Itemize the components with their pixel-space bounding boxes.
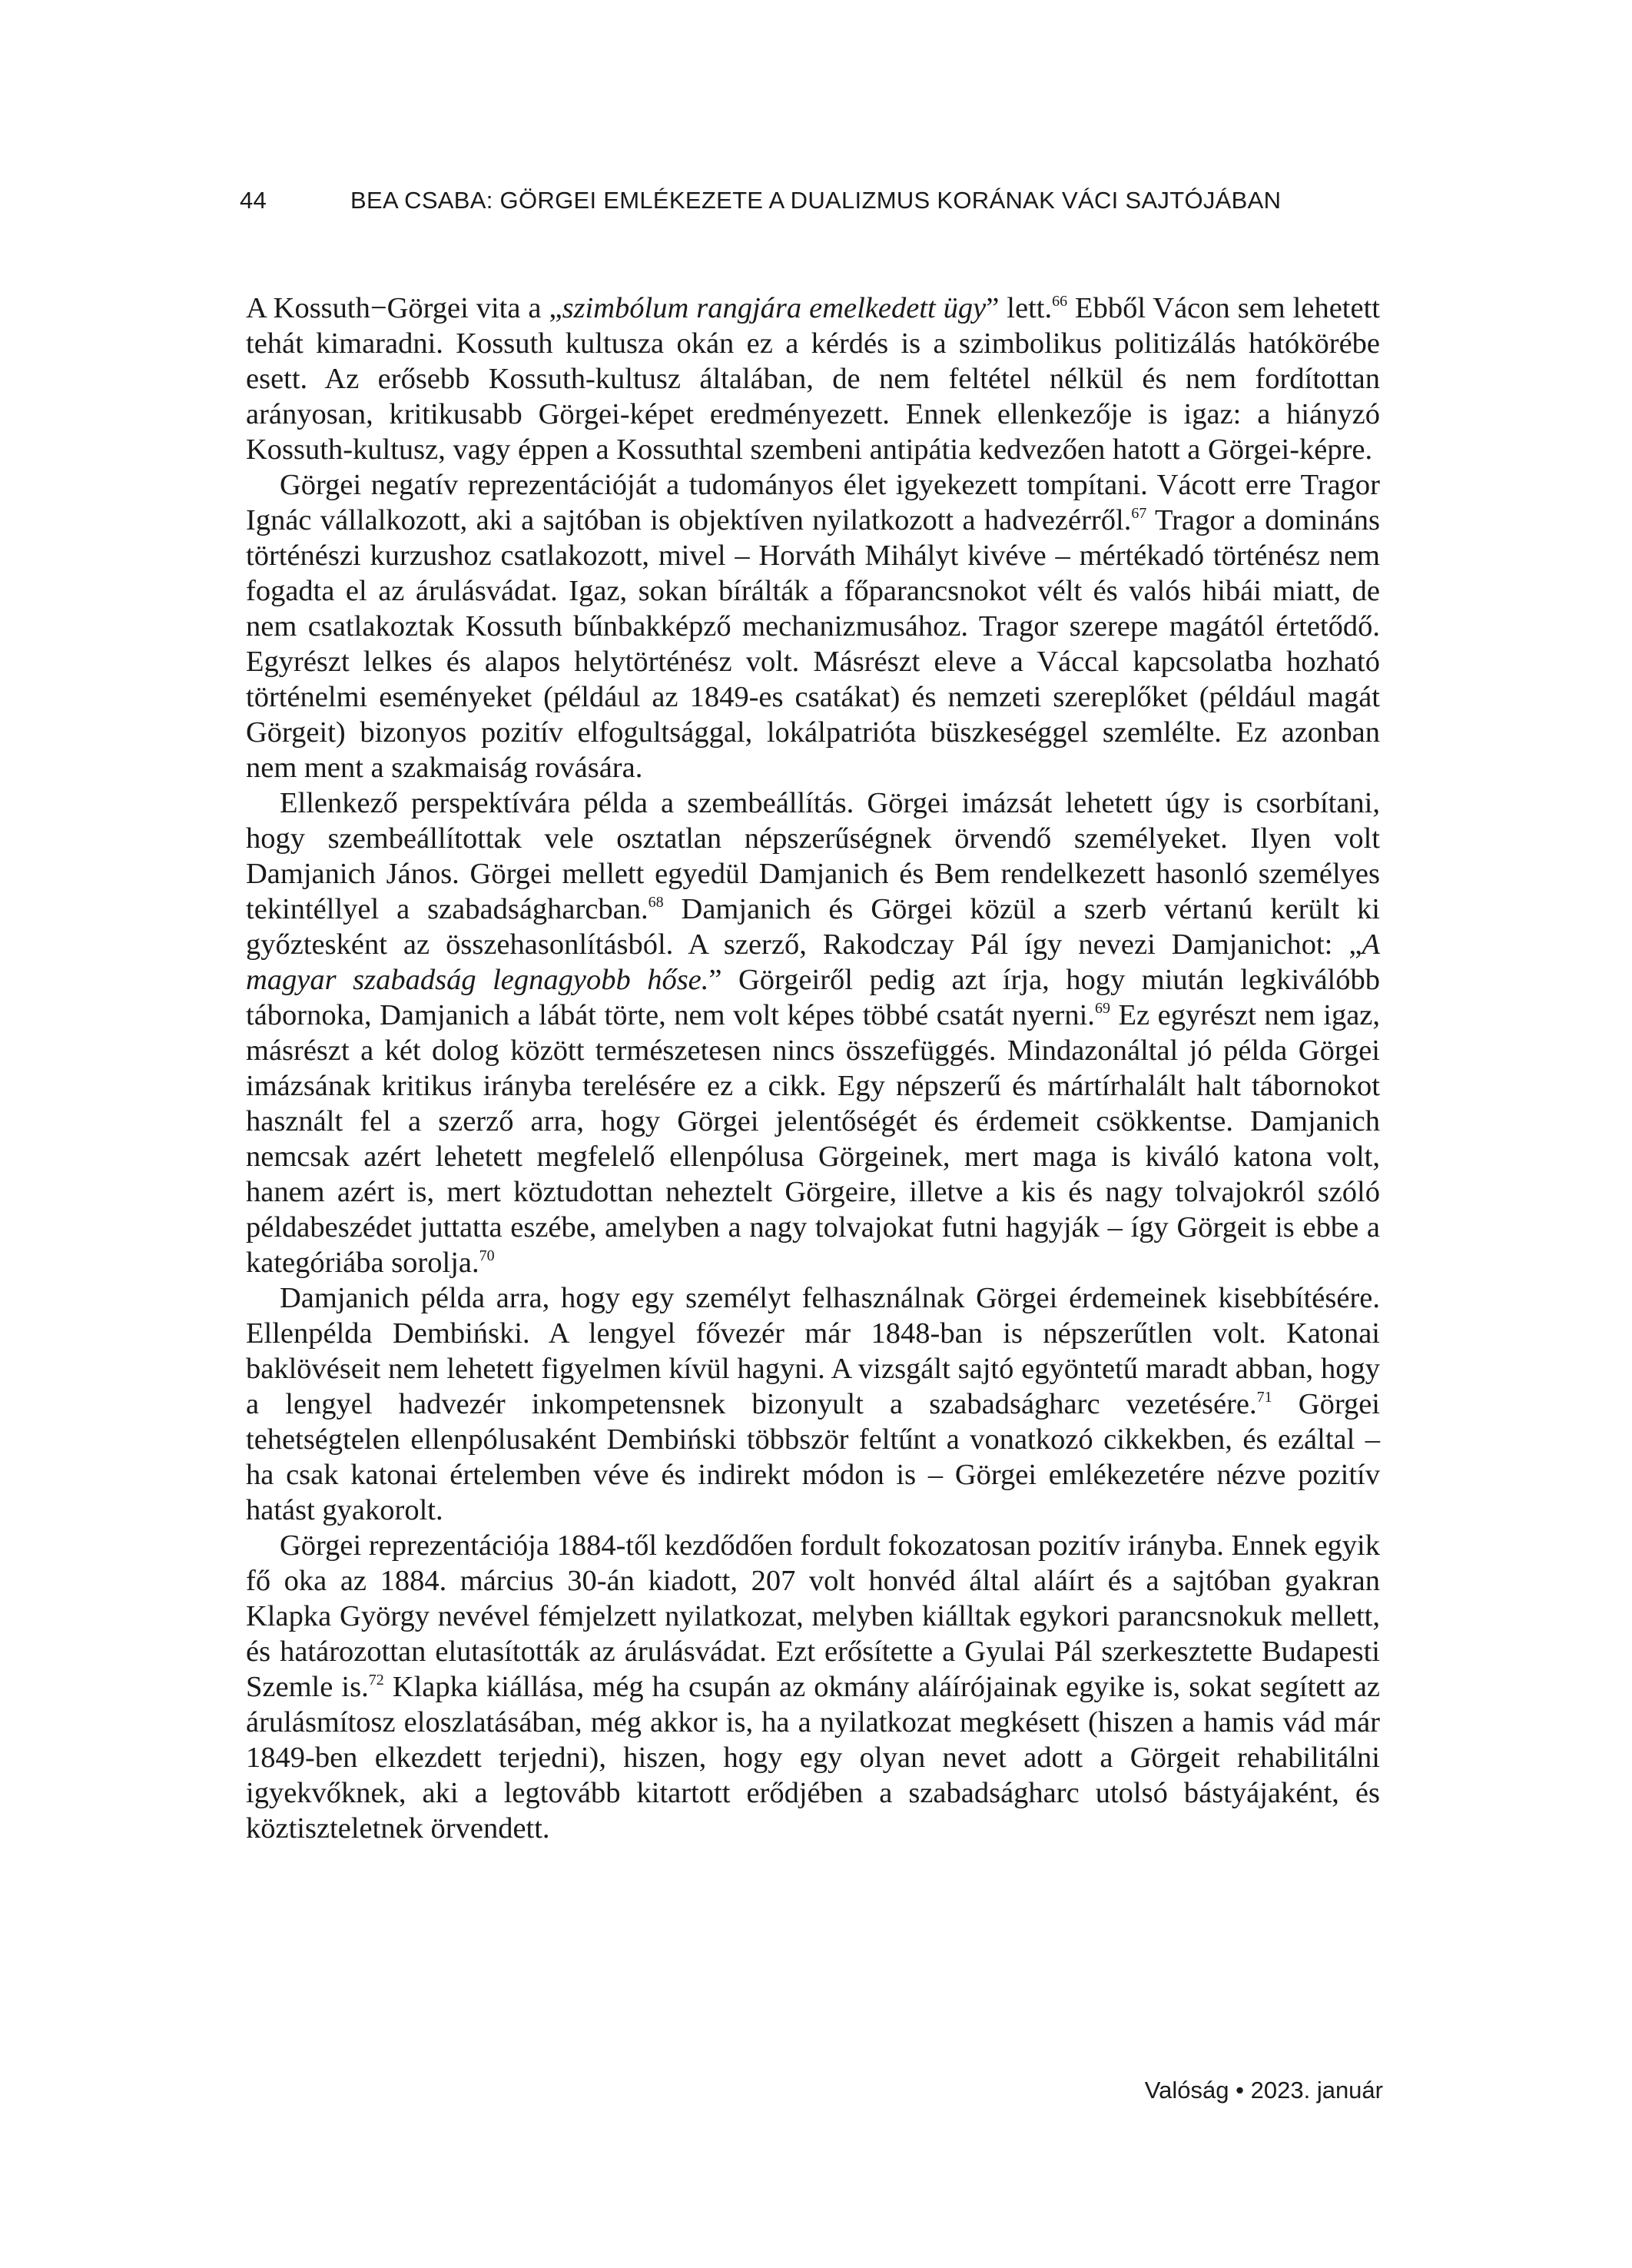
paragraph-3 — [246, 785, 1380, 1280]
footnote-ref-72[interactable]: 72 — [368, 1672, 384, 1689]
text-run: Damjanich és Görgei közül a szerb vértanú került ki győztesként az összehasonlításból. A szerző, Rakodczay Pál így nevezi Damjanichot: „ — [246, 893, 1380, 961]
footnote-ref-66[interactable]: 66 — [1052, 293, 1068, 310]
text-run: Klapka kiállása, még ha csupán az okmány aláírójainak egyike is, sokat segített az árulásmítosz eloszlatásában, még akkor is, ha a nyilatkozat megkésett (hiszen a hamis vád már 1849-ben elkezdett terjedni), hiszen, hogy egy olyan nevet adott a Görgeit rehabilitálni igyekvőknek, aki a legtovább kitartott erődjében a szabadságharc utolsó bástyájaként, és köztiszteletnek örvendett. — [246, 1671, 1381, 1845]
paragraph-4 — [246, 1280, 1380, 1528]
footnote-ref-67[interactable]: 67 — [1131, 505, 1147, 522]
text-run: Görgei tehetségtelen ellenpólusaként Dembiński többször feltűnt a vonatkozó cikkekben, és ezáltal – ha csak katonai értelemben véve és indirekt módon is – Görgei emlékezetére nézve pozitív hatást gyakorolt. — [246, 1388, 1380, 1526]
text-run: Ez egyrészt nem igaz, másrészt a két dolog között természetesen nincs összefüggés. Mindazonáltal jó példa Görgei imázsának kritikus irányba terelésére ez a cikk. Egy népszerű és mártírhalált halt tábornokot használt fel a szerző arra, hogy Görgei jelentőségét és érdemeit csökkentse. Damjanich nemcsak azért lehetett megfelelő ellenpólusa Görgeinek, mert maga is kiváló katona volt, hanem azért is, mert köztudottan neheztelt Görgeire, illetve a kis és nagy tolvajokról szóló példabeszédet juttatta eszébe, amelyben a nagy tolvajokat futni hagyják – így Görgeit is ebbe a kategóriába sorolja. — [246, 999, 1380, 1279]
text-run: Ebből Vácon sem lehetett tehát kimaradni. Kossuth kultusza okán ez a kérdés is a szimbolikus politizálás hatókörébe esett. Az erősebb Kossuth-kultusz általában, de nem feltétel nélkül és nem fordítottan arányosan, kritikusabb Görgei-képet eredményezett. Ennek ellenkezője is igaz: a hiányzó Kossuth-kultusz, vagy éppen a Kossuthtal szembeni antipátia kedvezően hatott a Görgei-képre. — [246, 292, 1380, 466]
text-run: Görgei reprezentációja 1884-től kezdődően fordult fokozatosan pozitív irányba. Ennek egyik fő oka az 1884. március 30-án kiadott, 207 volt honvéd által aláírt és a sajtóban gyakran Klapka György nevével fémjelzett nyilatkozat, melyben kiálltak egykori parancsnokuk mellett, és határozottan elutasították az árulásvádat. Ezt erősítette a Gyulai Pál szerkesztette Budapesti Szemle is. — [246, 1529, 1380, 1703]
bullet-separator: • — [1236, 2077, 1244, 2104]
article-body — [246, 291, 1380, 1846]
page-footer — [1145, 2077, 1383, 2104]
issue-date: 2023. január — [1250, 2077, 1383, 2104]
text-run: A Kossuth−Görgei vita a „ — [246, 292, 562, 324]
page-number: 44 — [240, 187, 267, 214]
running-title: BEA CSABA: GÖRGEI EMLÉKEZETE A DUALIZMUS KORÁNAK VÁCI SAJTÓJÁBAN — [350, 187, 1282, 214]
journal-name: Valóság — [1144, 2077, 1229, 2104]
running-header — [240, 187, 1383, 225]
paragraph-1 — [246, 291, 1380, 467]
italic-quote: A magyar szabadság legnagyobb hőse. — [246, 928, 1380, 996]
text-run: ” lett. — [986, 292, 1053, 324]
footnote-ref-68[interactable]: 68 — [648, 894, 664, 911]
text-run: Tragor a domináns történészi kurzushoz csatlakozott, mivel – Horváth Mihályt kivéve – mértékadó történész nem fogadta el az árulásvádat. Igaz, sokan bírálták a főparancsnokot vélt és valós hibái miatt, de nem csatlakoztak Kossuth bűnbakképző mechanizmusához. Tragor szerepe magától értetődő. Egyrészt lelkes és alapos helytörténész volt. Másrészt eleve a Váccal kapcsolatba hozható történelmi eseményeket (például az 1849-es csatákat) és nemzeti szereplőket (például magát Görgeit) bizonyos pozitív elfogultsággal, lokálpatrióta büszkeséggel szemlélte. Ez azonban nem ment a szakmaiság rovására. — [246, 504, 1380, 784]
italic-quote: szimbólum rangjára emelkedett ügy — [562, 292, 987, 324]
paragraph-2 — [246, 467, 1380, 785]
text-run: ” Görgeiről pedig azt írja, hogy miután legkiválóbb tábornoka, Damjanich a lábát törte, nem volt képes többé csatát nyerni. — [246, 964, 1380, 1031]
footnote-ref-70[interactable]: 70 — [479, 1247, 495, 1264]
footnote-ref-69[interactable]: 69 — [1094, 1000, 1110, 1017]
footnote-ref-71[interactable]: 71 — [1256, 1389, 1272, 1406]
text-run: Ellenkező perspektívára példa a szembeállítás. Görgei imázsát lehetett úgy is csorbítani, hogy szembeállítottak vele osztatlan népszerűségnek örvendő személyeket. Ilyen volt Damjanich János. Görgei mellett egyedül Damjanich és Bem rendelkezett hasonló személyes tekintéllyel a szabadságharcban. — [246, 787, 1380, 925]
text-run: Damjanich példa arra, hogy egy személyt felhasználnak Görgei érdemeinek kisebbítésére. Ellenpélda Dembiński. A lengyel fővezér már 1848-ban is népszerűtlen volt. Katonai baklövéseit nem lehetett figyelmen kívül hagyni. A vizsgált sajtó egyöntetű maradt abban, hogy a lengyel hadvezér inkompetensnek bizonyult a szabadságharc vezetésére. — [246, 1282, 1380, 1420]
text-run: Görgei negatív reprezentációját a tudományos élet igyekezett tompítani. Vácott erre Tragor Ignác vállalkozott, aki a sajtóban is objektíven nyilatkozott a hadvezérről. — [246, 469, 1380, 536]
paragraph-5 — [246, 1528, 1380, 1846]
